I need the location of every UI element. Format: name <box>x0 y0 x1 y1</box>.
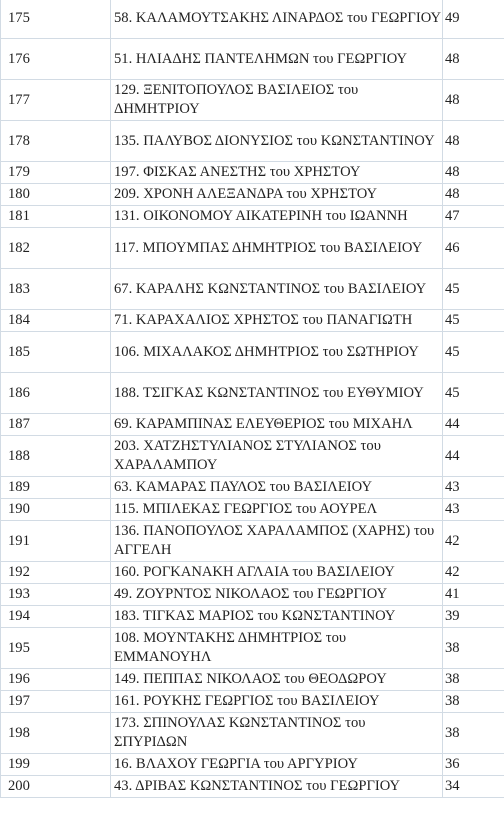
score-cell: 45 <box>443 310 504 332</box>
score-cell: 41 <box>443 584 504 606</box>
score-cell: 34 <box>443 776 504 798</box>
score-cell: 48 <box>443 184 504 206</box>
table-row <box>1 0 504 39</box>
score-cell: 44 <box>443 414 504 436</box>
rank-cell: 190 <box>1 499 111 521</box>
rank-cell: 193 <box>1 584 111 606</box>
score-cell: 43 <box>443 477 504 499</box>
candidate-name-cell: 58. ΚΑΛΑΜΟΥΤΣΑΚΗΣ ΛΙΝΑΡΔΟΣ του ΓΕΩΡΓΙΟΥ <box>111 0 443 39</box>
score-cell: 45 <box>443 269 504 310</box>
candidate-name-cell: 51. ΗΛΙΑΔΗΣ ΠΑΝΤΕΛΗΜΩΝ του ΓΕΩΡΓΙΟΥ <box>111 39 443 80</box>
candidate-name-cell: 183. ΤΙΓΚΑΣ ΜΑΡΙΟΣ του ΚΩΝΣΤΑΝΤΙΝΟΥ <box>111 606 443 628</box>
rank-cell: 191 <box>1 521 111 562</box>
rank-cell: 187 <box>1 414 111 436</box>
candidate-name-cell: 188. ΤΣΙΓΚΑΣ ΚΩΝΣΤΑΝΤΙΝΟΣ του ΕΥΘΥΜΙΟΥ <box>111 373 443 414</box>
table-row <box>1 584 504 606</box>
score-cell: 48 <box>443 80 504 121</box>
score-cell: 36 <box>443 754 504 776</box>
score-cell: 47 <box>443 206 504 228</box>
rank-cell: 186 <box>1 373 111 414</box>
candidate-name-cell: 69. ΚΑΡΑΜΠΙΝΑΣ ΕΛΕΥΘΕΡΙΟΣ του ΜΙΧΑΗΛ <box>111 414 443 436</box>
score-cell: 45 <box>443 373 504 414</box>
table-row <box>1 477 504 499</box>
table-row <box>1 499 504 521</box>
rank-cell: 200 <box>1 776 111 798</box>
score-cell: 38 <box>443 669 504 691</box>
candidate-name-cell: 173. ΣΠΙΝΟΥΛΑΣ ΚΩΝΣΤΑΝΤΙΝΟΣ του ΣΠΥΡΙΔΩΝ <box>111 713 443 754</box>
score-cell: 48 <box>443 162 504 184</box>
table-row <box>1 606 504 628</box>
table-row <box>1 206 504 228</box>
candidate-name-cell: 108. ΜΟΥΝΤΑΚΗΣ ΔΗΜΗΤΡΙΟΣ του ΕΜΜΑΝΟΥΗΛ <box>111 628 443 669</box>
rank-cell: 175 <box>1 0 111 39</box>
rank-cell: 178 <box>1 121 111 162</box>
candidate-name-cell: 136. ΠΑΝΟΠΟΥΛΟΣ ΧΑΡΑΛΑΜΠΟΣ (ΧΑΡΗΣ) του ΑΓΓΕΛΗ <box>111 521 443 562</box>
table-row <box>1 436 504 477</box>
candidate-name-cell: 49. ΖΟΥΡΝΤΟΣ ΝΙΚΟΛΑΟΣ του ΓΕΩΡΓΙΟΥ <box>111 584 443 606</box>
candidate-name-cell: 117. ΜΠΟΥΜΠΑΣ ΔΗΜΗΤΡΙΟΣ του ΒΑΣΙΛΕΙΟΥ <box>111 228 443 269</box>
score-cell: 39 <box>443 606 504 628</box>
score-cell: 44 <box>443 436 504 477</box>
rank-cell: 180 <box>1 184 111 206</box>
candidate-name-cell: 160. ΡΟΓΚΑΝΑΚΗ ΑΓΛΑΙΑ του ΒΑΣΙΛΕΙΟΥ <box>111 562 443 584</box>
score-cell: 49 <box>443 0 504 39</box>
score-cell: 42 <box>443 521 504 562</box>
candidate-name-cell: 106. ΜΙΧΑΛΑΚΟΣ ΔΗΜΗΤΡΙΟΣ του ΣΩΤΗΡΙΟΥ <box>111 332 443 373</box>
table-row <box>1 228 504 269</box>
score-cell: 46 <box>443 228 504 269</box>
table-row <box>1 121 504 162</box>
rank-cell: 194 <box>1 606 111 628</box>
rank-cell: 184 <box>1 310 111 332</box>
table-row <box>1 373 504 414</box>
rank-cell: 176 <box>1 39 111 80</box>
candidate-name-cell: 71. ΚΑΡΑΧΑΛΙΟΣ ΧΡΗΣΤΟΣ του ΠΑΝΑΓΙΩΤΗ <box>111 310 443 332</box>
candidate-name-cell: 16. ΒΛΑΧΟΥ ΓΕΩΡΓΙΑ του ΑΡΓΥΡΙΟΥ <box>111 754 443 776</box>
table-row <box>1 414 504 436</box>
candidate-name-cell: 197. ΦΙΣΚΑΣ ΑΝΕΣΤΗΣ του ΧΡΗΣΤΟΥ <box>111 162 443 184</box>
table-row <box>1 691 504 713</box>
rank-cell: 199 <box>1 754 111 776</box>
candidate-name-cell: 135. ΠΑΛΥΒΟΣ ΔΙΟΝΥΣΙΟΣ του ΚΩΝΣΤΑΝΤΙΝΟΥ <box>111 121 443 162</box>
table-row <box>1 80 504 121</box>
score-cell: 48 <box>443 121 504 162</box>
candidate-name-cell: 43. ΔΡΙΒΑΣ ΚΩΝΣΤΑΝΤΙΝΟΣ του ΓΕΩΡΓΙΟΥ <box>111 776 443 798</box>
score-cell: 45 <box>443 332 504 373</box>
rank-cell: 177 <box>1 80 111 121</box>
rank-cell: 197 <box>1 691 111 713</box>
candidate-name-cell: 161. ΡΟΥΚΗΣ ΓΕΩΡΓΙΟΣ του ΒΑΣΙΛΕΙΟΥ <box>111 691 443 713</box>
rank-cell: 195 <box>1 628 111 669</box>
candidate-name-cell: 131. ΟΙΚΟΝΟΜΟΥ ΑΙΚΑΤΕΡΙΝΗ του ΙΩΑΝΝΗ <box>111 206 443 228</box>
rank-cell: 192 <box>1 562 111 584</box>
candidate-name-cell: 115. ΜΠΙΛΕΚΑΣ ΓΕΩΡΓΙΟΣ του ΑΟΥΡΕΛ <box>111 499 443 521</box>
score-cell: 38 <box>443 691 504 713</box>
table-row <box>1 184 504 206</box>
candidate-name-cell: 149. ΠΕΠΠΑΣ ΝΙΚΟΛΑΟΣ του ΘΕΟΔΩΡΟΥ <box>111 669 443 691</box>
table-row <box>1 521 504 562</box>
table-row <box>1 562 504 584</box>
rank-cell: 181 <box>1 206 111 228</box>
rank-cell: 188 <box>1 436 111 477</box>
candidate-name-cell: 129. ΞΕΝΙΤΟΠΟΥΛΟΣ ΒΑΣΙΛΕΙΟΣ του ΔΗΜΗΤΡΙΟΥ <box>111 80 443 121</box>
score-cell: 48 <box>443 39 504 80</box>
table-row <box>1 713 504 754</box>
table-row <box>1 310 504 332</box>
rank-cell: 182 <box>1 228 111 269</box>
table-row <box>1 669 504 691</box>
rank-cell: 183 <box>1 269 111 310</box>
score-cell: 43 <box>443 499 504 521</box>
rank-cell: 198 <box>1 713 111 754</box>
candidate-name-cell: 203. ΧΑΤΖΗΣΤΥΛΙΑΝΟΣ ΣΤΥΛΙΑΝΟΣ του ΧΑΡΑΛΑΜΠΟΥ <box>111 436 443 477</box>
table-row <box>1 162 504 184</box>
table-row <box>1 776 504 798</box>
candidate-name-cell: 209. ΧΡΟΝΗ ΑΛΕΞΑΝΔΡΑ του ΧΡΗΣΤΟΥ <box>111 184 443 206</box>
table-row <box>1 269 504 310</box>
table-row <box>1 628 504 669</box>
rank-cell: 179 <box>1 162 111 184</box>
results-table-body <box>1 0 504 798</box>
candidate-name-cell: 63. ΚΑΜΑΡΑΣ ΠΑΥΛΟΣ του ΒΑΣΙΛΕΙΟΥ <box>111 477 443 499</box>
candidate-name-cell: 67. ΚΑΡΑΛΗΣ ΚΩΝΣΤΑΝΤΙΝΟΣ του ΒΑΣΙΛΕΙΟΥ <box>111 269 443 310</box>
table-row <box>1 754 504 776</box>
rank-cell: 189 <box>1 477 111 499</box>
table-row <box>1 332 504 373</box>
table-row <box>1 39 504 80</box>
score-cell: 38 <box>443 628 504 669</box>
rank-cell: 185 <box>1 332 111 373</box>
rank-cell: 196 <box>1 669 111 691</box>
score-cell: 42 <box>443 562 504 584</box>
score-cell: 38 <box>443 713 504 754</box>
